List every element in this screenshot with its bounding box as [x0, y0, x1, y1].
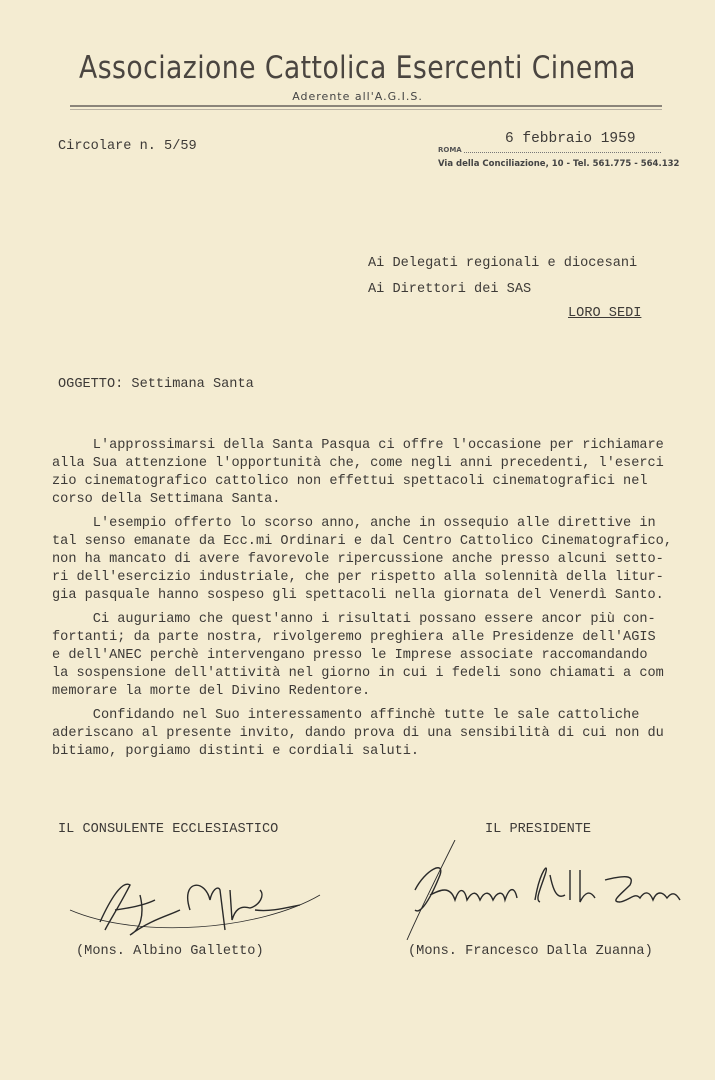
body-paragraph: L'approssimarsi della Santa Pasqua ci offre l'occasione per richiamare alla Sua attenzione l'opportunità che, come negli anni precedenti, l'eserci zio cinematografico cattolico non effettui spettacoli cinematografici nel corso della Settimana Santa.: [52, 438, 664, 507]
date-dotted-line: [464, 152, 661, 153]
city-label: ROMA: [438, 146, 462, 154]
recipient-line: LORO SEDI: [568, 306, 642, 321]
address: Via della Conciliazione, 10 - Tel. 561.775 - 564.132: [438, 159, 680, 169]
signature-right-title: IL PRESIDENTE: [485, 822, 592, 837]
body-paragraph: Confidando nel Suo interessamento affinchè tutte le sale cattoliche aderiscano al presente invito, dando prova di una sensibilità di cui non du bitiamo, porgiamo distinti e cordiali saluti.: [52, 708, 664, 759]
signature-left-name: (Mons. Albino Galletto): [76, 944, 264, 959]
body-paragraph: Ci auguriamo che quest'anno i risultati possano essere ancor più con- fortanti; da parte nostra, rivolgeremo preghiera alle Presidenze dell'AGIS e dell'ANEC perchè intervengano presso le Imprese associate raccomandando la sospensione dell'attività nel giorno in cui i fedeli sono chiamati a com memorare la morte del Divino Redentore.: [52, 612, 664, 699]
body-paragraph: L'esempio offerto lo scorso anno, anche in ossequio alle direttive in tal senso emanate da Ecc.mi Ordinari e dal Centro Cattolico Cinematografico, non ha mancato di avere favorevole ripercussione anche presso alcuni setto- ri dell'esercizio industriale, che per rispetto alla solennità della litur- gia pasquale hanno sospeso gli spettacoli nella giornata del Venerdì Santo.: [52, 516, 672, 603]
handwritten-signature-left: [60, 860, 340, 940]
letter-date: 6 febbraio 1959: [505, 131, 636, 147]
letterhead-subtitle: Aderente all'A.G.I.S.: [292, 90, 423, 103]
circular-number: Circolare n. 5/59: [58, 139, 197, 154]
signature-left-title: IL CONSULENTE ECCLESIASTICO: [58, 822, 279, 837]
recipient-line: Ai Delegati regionali e diocesani: [368, 256, 638, 271]
letter-body: [52, 437, 712, 767]
letterhead-rule: [70, 105, 662, 107]
handwritten-signature-right: [395, 840, 695, 940]
letterhead-title: Associazione Cattolica Esercenti Cinema: [79, 50, 636, 86]
signature-right-name: (Mons. Francesco Dalla Zuanna): [408, 944, 653, 959]
letterhead-rule-thin: [70, 109, 662, 110]
subject: OGGETTO: Settimana Santa: [58, 377, 254, 392]
recipient-line: Ai Direttori dei SAS: [368, 282, 532, 297]
